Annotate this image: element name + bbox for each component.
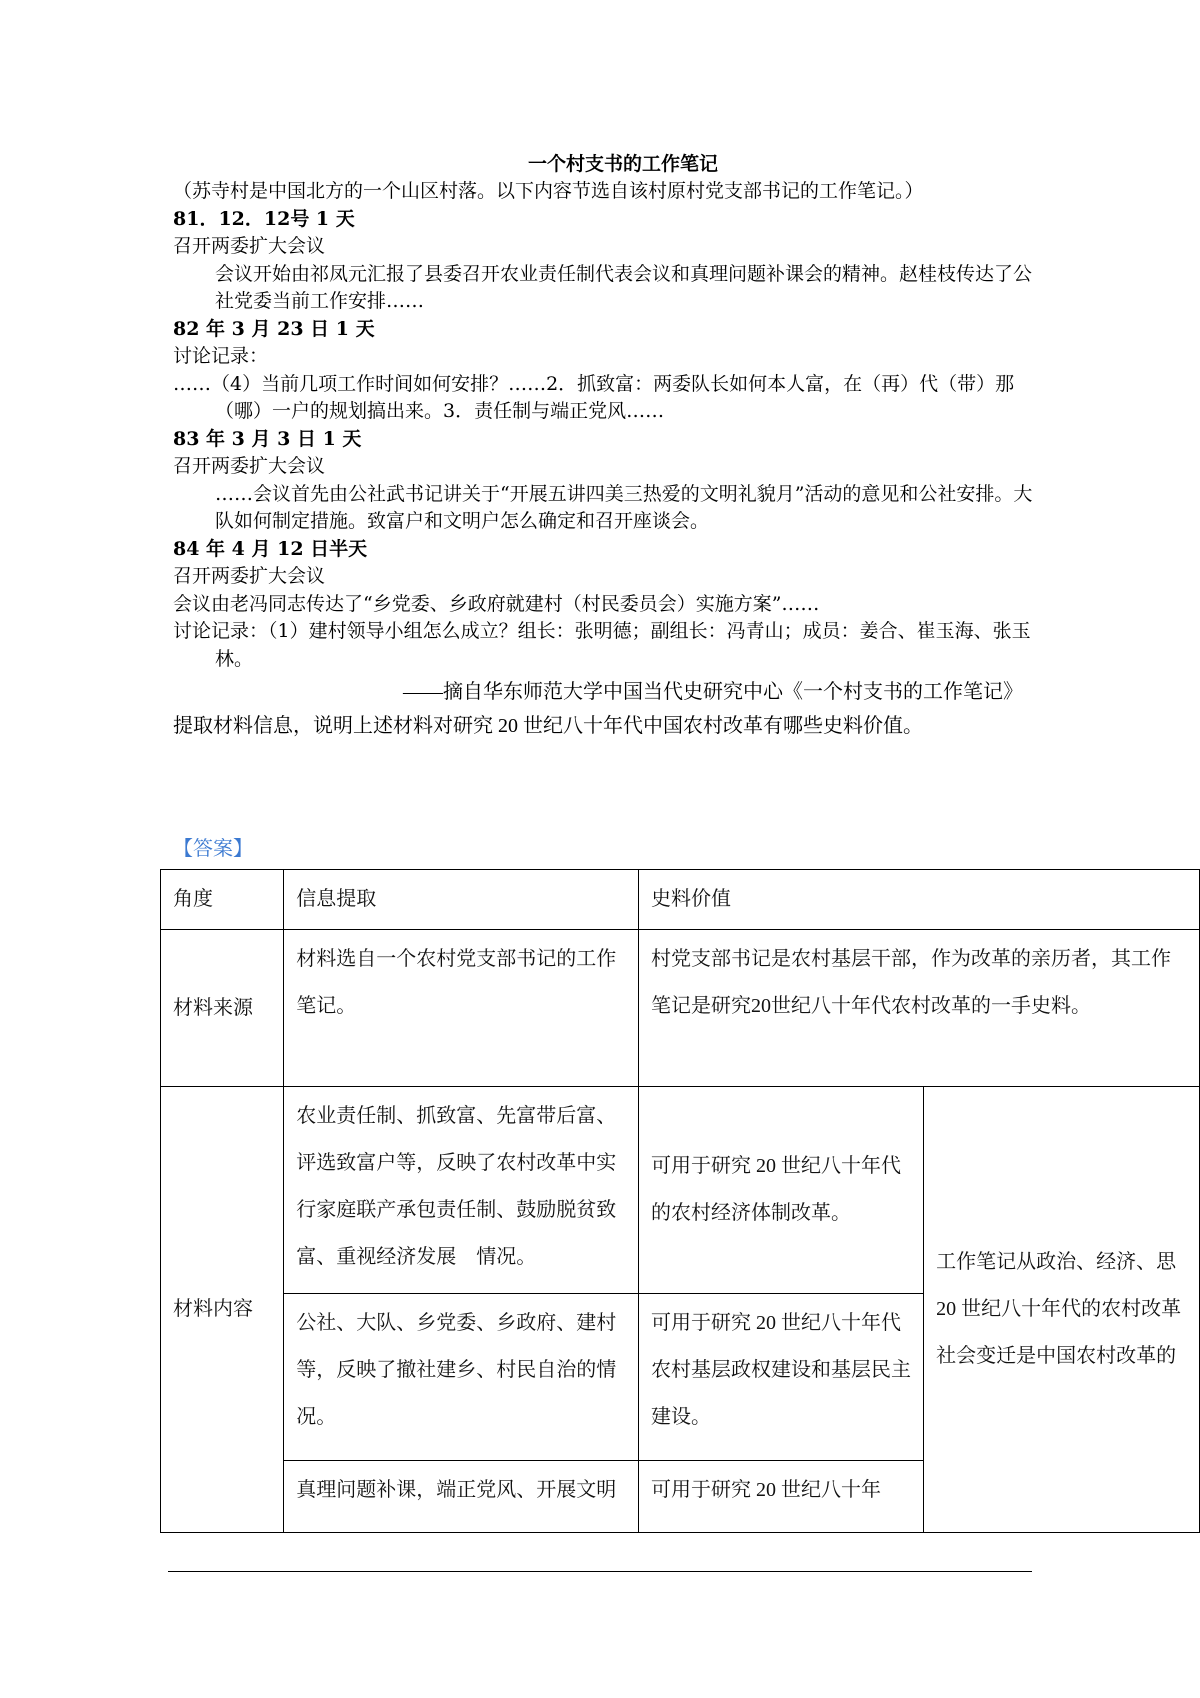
header-cell: 史料价值 [638, 870, 1199, 930]
entry-line: 讨论记录：（1）建村领导小组怎么成立？组长：张明德；副组长：冯青山；成员：姜合、崔玉海、张玉林。 [173, 620, 1031, 670]
footer-divider [168, 1571, 1032, 1572]
info-cell: 公社、大队、乡党委、乡政府、建村等，反映了撤社建乡、村民自治的情况。 [284, 1294, 639, 1461]
citation: ——摘自华东师范大学中国当代史研究中心《一个村支书的工作笔记》 [403, 681, 1023, 703]
overall-value-line: 社会变迁是中国农村改革的 [936, 1345, 1177, 1367]
info-cell: 真理问题补课，端正党风、开展文明 [284, 1461, 639, 1533]
answer-table [160, 869, 1200, 1533]
info-cell: 农业责任制、抓致富、先富带后富、评选致富户等，反映了农村改革中实行家庭联产承包责任制、鼓励脱贫致富、重视经济发展 情况。 [284, 1087, 639, 1294]
entry-line: 会议开始由祁凤元汇报了县委召开农业责任制代表会议和真理问题补课会的精神。赵桂枝传达了公社党委当前工作安排…… [215, 262, 1033, 312]
value-cell [638, 930, 1199, 1087]
info-cell: 材料选自一个农村党支部书记的工作笔记。 [284, 930, 639, 1087]
entry-date: 81．12．12号 1 天 [173, 207, 355, 230]
overall-value-line: 20 世纪八十年代的农村改革 [936, 1298, 1182, 1320]
header-cell: 信息提取 [284, 870, 639, 930]
header-cell: 角度 [161, 870, 284, 930]
entry-line: ……会议首先由公社武书记讲关于“开展五讲四美三热爱的文明礼貌月”活动的意见和公社安排。大队如何制定措施。致富户和文明户怎么确定和召开座谈会。 [215, 482, 1033, 532]
entry-line: 召开两委扩大会议 [173, 455, 326, 477]
entry-date: 84 年 4 月 12 日半天 [173, 537, 368, 560]
angle-cell: 材料内容 [161, 1087, 284, 1533]
value-cell: 可用于研究 20 世纪八十年 [638, 1461, 923, 1533]
entry-line: ……（4）当前几项工作时间如何安排？……2．抓致富：两委队长如何本人富，在（再）代（带）那（哪）一户的规划搞出来。3．责任制与端正党风…… [173, 372, 1015, 422]
value-cell: 可用于研究 20 世纪八十年代的农村经济体制改革。 [638, 1087, 923, 1294]
answer-label: 【答案】 [173, 838, 253, 860]
document-intro: （苏寺村是中国北方的一个山区村落。以下内容节选自该村原村党支部书记的工作笔记。） [173, 180, 924, 202]
entry-date: 82 年 3 月 23 日 1 天 [173, 317, 375, 340]
table-row [161, 1087, 1200, 1294]
entry-line: 召开两委扩大会议 [173, 235, 326, 257]
entry-line: 讨论记录： [173, 345, 269, 367]
entry-line: 会议由老冯同志传达了“乡党委、乡政府就建村（村民委员会）实施方案”…… [173, 592, 820, 615]
angle-cell: 材料来源 [161, 930, 284, 1087]
table-header-row [161, 870, 1200, 930]
entry-line: 召开两委扩大会议 [173, 565, 326, 587]
document-title: 一个村支书的工作笔记 [527, 153, 718, 175]
document-body [173, 150, 1043, 741]
table-row [161, 930, 1200, 1087]
overall-value-cell [924, 1087, 1200, 1533]
question-text: 提取材料信息，说明上述材料对研究 20 世纪八十年代中国农村改革有哪些史料价值。 [173, 715, 923, 737]
value-cell: 可用于研究 20 世纪八十年代农村基层政权建设和基层民主建设。 [638, 1294, 923, 1461]
overall-value-line: 工作笔记从政治、经济、思 [936, 1251, 1177, 1273]
value-text: 村党支部书记是农村基层干部，作为改革的亲历者，其工作笔记是研究20世纪八十年代农村改革的一手史料。 [650, 948, 1171, 1017]
entry-date: 83 年 3 月 3 日 1 天 [173, 427, 362, 450]
